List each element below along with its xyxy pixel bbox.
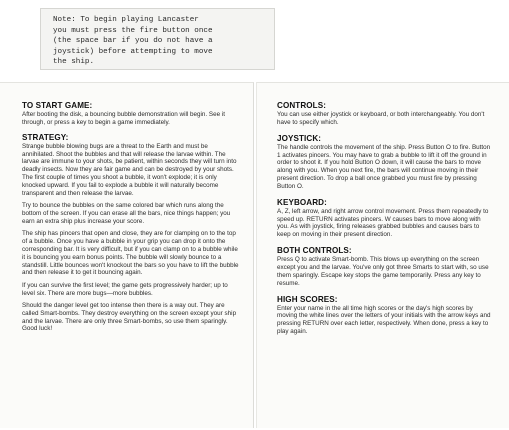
both-controls-text: Press Q to activate Smart-bomb. This blows up everything on the screen except you and the larvae. You've only got three Smarts to start with, so use them sparingly. Escape key stops the game temporarily. Press any key to resume.	[277, 256, 489, 287]
strategy-paragraph: The ship has pincers that open and close, they are for clamping on to the top of a bubble. Once you have a bubble in your grip you can drop it onto the corresponding bar. It is very difficult, but if you can clamp on to a bubble while it is bouncing you earn bonus points. The bubble will slowly bounce to a standstill. Little bounces won't knockout the bars so you have to lift the bubble and then release it to get it bouncing again.	[22, 230, 239, 277]
strategy-paragraph: If you can survive the first level; the game gets progressively harder; up to level six. There are more bugs—more bubbles.	[22, 281, 228, 297]
high-scores-section	[277, 295, 491, 336]
both-controls-heading: BOTH CONTROLS:	[277, 246, 352, 256]
joystick-text: The handle controls the movement of the ship. Press Button O to fire. Button 1 activates pincers. You may have to grab a bubble to lift it off the ground in order to shoot it. If you hold Button O down, it will cause the bars to move along with you. When you next fire, the bars will continue moving in their present direction. To drop a ball once grabbed you must fire by pressing Button O.	[277, 143, 491, 190]
joystick-heading: JOYSTICK:	[277, 133, 322, 143]
keyboard-heading: KEYBOARD:	[277, 197, 327, 207]
right-page	[256, 82, 509, 428]
left-page	[0, 82, 254, 428]
high-scores-heading: HIGH SCORES:	[277, 294, 338, 304]
start-game-section	[22, 101, 240, 127]
startup-note	[40, 8, 275, 70]
strategy-paragraph: Try to bounce the bubbles on the same colored bar which runs along the bottom of the screen. If you can erase all the bars, nice things happen; you earn an extra ship plus increase your score.	[22, 202, 231, 225]
controls-heading: CONTROLS:	[277, 101, 327, 110]
note-line: joystick) before attempting to move	[53, 47, 213, 56]
strategy-section	[22, 133, 240, 334]
joystick-section	[277, 134, 491, 191]
strategy-paragraph: Should the danger level get too intense then there is a way out. They are called Smart-bombs. They destroy everything on the screen except your ship and the larvae. There are only three Smart-bombs, so use them sparingly. Good luck!	[22, 301, 237, 333]
keyboard-section	[277, 198, 491, 239]
strategy-heading: STRATEGY:	[22, 132, 69, 142]
note-line: you must press the fire button once	[53, 26, 213, 35]
controls-section	[277, 101, 491, 127]
controls-text: You can use either joystick or keyboard, or both interchangeably. You don't have to specify which.	[277, 111, 485, 126]
start-game-text: After booting the disk, a bouncing bubble demonstration will begin. See it through, or press a key to begin a game immediately.	[22, 111, 226, 126]
left-column	[22, 101, 240, 339]
start-game-heading: TO START GAME:	[22, 101, 93, 110]
high-scores-text: Enter your name in the all time high scores or the day's high scores by moving the white lines over the letters of your initials with the arrow keys and pressing RETURN over each letter, respectively. When done, press a key to play again.	[277, 304, 491, 336]
right-column	[277, 101, 491, 343]
strategy-paragraph: Strange bubble blowing bugs are a threat to the Earth and must be annihilated. Shoot the bubbles and that will release the larvae within. The larvae are immune to your shots, be patient, within seconds they will turn into deadly insects. Now they are fair game and can be destroyed by your shots. The first couple of times you shoot a bubble, it won't explode; it is only knocked upward. If you fail to explode a bubble it will naturally become transparent and then release the larvae.	[22, 142, 237, 197]
keyboard-text: A, Z, left arrow, and right arrow control movement. Press them repeatedly to speed up. RETURN activates pincers. W causes bars to move along with you. As with joystick, firing releases grabbed bubbles and causes bars to keep on moving in their present direction.	[277, 207, 489, 239]
both-controls-section	[277, 246, 491, 287]
note-line: (the space bar if you do not have a	[53, 37, 213, 46]
note-line: the ship.	[53, 58, 95, 67]
note-line: Note: To begin playing Lancaster	[53, 16, 199, 24]
